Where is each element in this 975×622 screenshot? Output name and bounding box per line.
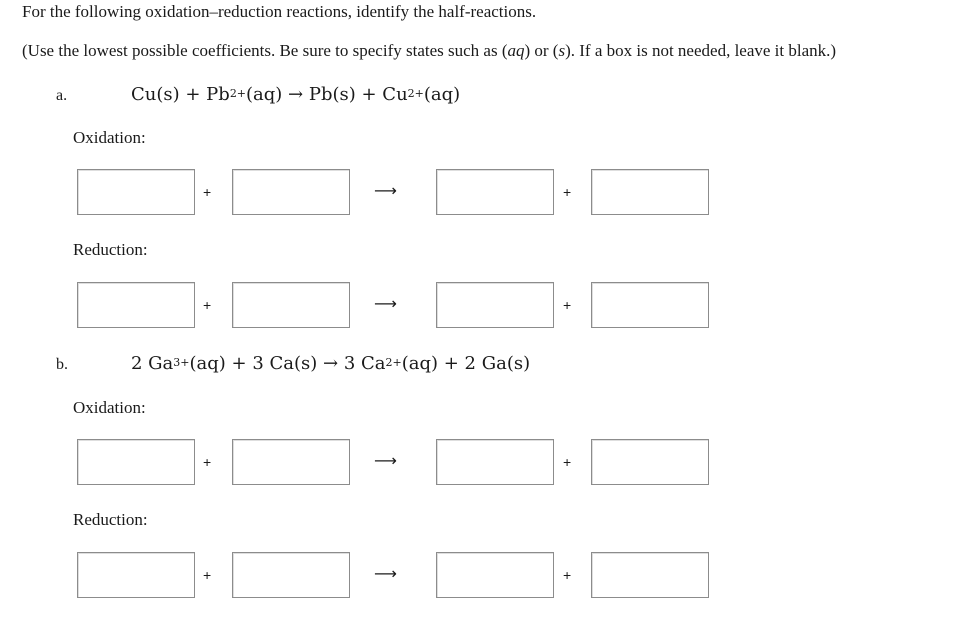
instructions-aq: aq	[507, 41, 525, 60]
part-b-reduction-reactant-2-input[interactable]	[232, 552, 350, 598]
instructions-part-1: (Use the lowest possible coefficients. Be sure to specify states such as (	[22, 41, 508, 60]
plus-sign: +	[563, 454, 572, 470]
instructions-part-2: ) or (	[524, 41, 559, 60]
part-a-oxidation-product-1-input[interactable]	[436, 169, 554, 215]
plus-sign: +	[203, 184, 212, 200]
part-b-reduction-product-1-input[interactable]	[436, 552, 554, 598]
plus-sign: +	[203, 567, 212, 583]
part-b-eq-charge-1: 3+	[173, 356, 190, 369]
part-b-oxidation-product-1-input[interactable]	[436, 439, 554, 485]
question-instructions	[22, 41, 836, 61]
part-a-reduction-product-2-input[interactable]	[591, 282, 709, 328]
instructions-s: s	[558, 41, 566, 60]
part-a-letter: a.	[56, 87, 68, 104]
part-a-reduction-label: Reduction:	[73, 240, 148, 259]
reaction-arrow-icon: ⟶	[374, 181, 397, 200]
part-b-equation	[131, 353, 530, 374]
part-a-reduction-reactant-2-input[interactable]	[232, 282, 350, 328]
plus-sign: +	[563, 297, 572, 313]
part-a-equation	[131, 84, 460, 105]
reaction-arrow-icon: ⟶	[374, 451, 397, 470]
part-a-oxidation-product-2-input[interactable]	[591, 169, 709, 215]
part-b-reduction-reactant-1-input[interactable]	[77, 552, 195, 598]
part-b-oxidation-reactant-2-input[interactable]	[232, 439, 350, 485]
part-a-oxidation-reactant-2-input[interactable]	[232, 169, 350, 215]
plus-sign: +	[203, 454, 212, 470]
reaction-arrow-icon: ⟶	[374, 564, 397, 583]
part-a-oxidation-label: Oxidation:	[73, 128, 146, 147]
plus-sign: +	[563, 184, 572, 200]
plus-sign: +	[563, 567, 572, 583]
reaction-arrow-icon: ⟶	[374, 294, 397, 313]
part-a-reduction-product-1-input[interactable]	[436, 282, 554, 328]
part-a-eq-charge-1: 2+	[229, 87, 247, 100]
part-b-eq-charge-2: 2+	[385, 356, 402, 369]
part-a-eq-text-1: Cu(s) + Pb	[131, 84, 230, 105]
part-a-eq-text-2: (aq) → Pb(s) + Cu	[246, 84, 408, 105]
part-b-oxidation-reactant-1-input[interactable]	[77, 439, 195, 485]
part-b-letter: b.	[56, 356, 68, 373]
part-b-reduction-product-2-input[interactable]	[591, 552, 709, 598]
plus-sign: +	[203, 297, 212, 313]
part-a-eq-text-3: (aq)	[423, 84, 461, 105]
part-b-reduction-label: Reduction:	[73, 510, 148, 529]
part-a-reduction-reactant-1-input[interactable]	[77, 282, 195, 328]
instructions-part-3: ). If a box is not needed, leave it blank.)	[565, 41, 837, 60]
part-a-oxidation-reactant-1-input[interactable]	[77, 169, 195, 215]
part-a-eq-charge-2: 2+	[407, 87, 424, 100]
part-b-eq-text-2: (aq) + 3 Ca(s) → 3 Ca	[189, 353, 386, 374]
question-intro: For the following oxidation–reduction reactions, identify the half-reactions.	[22, 2, 537, 21]
part-b-eq-text-3: (aq) + 2 Ga(s)	[401, 353, 531, 374]
part-b-oxidation-product-2-input[interactable]	[591, 439, 709, 485]
part-b-eq-text-1: 2 Ga	[131, 353, 174, 374]
part-b-oxidation-label: Oxidation:	[73, 398, 146, 417]
